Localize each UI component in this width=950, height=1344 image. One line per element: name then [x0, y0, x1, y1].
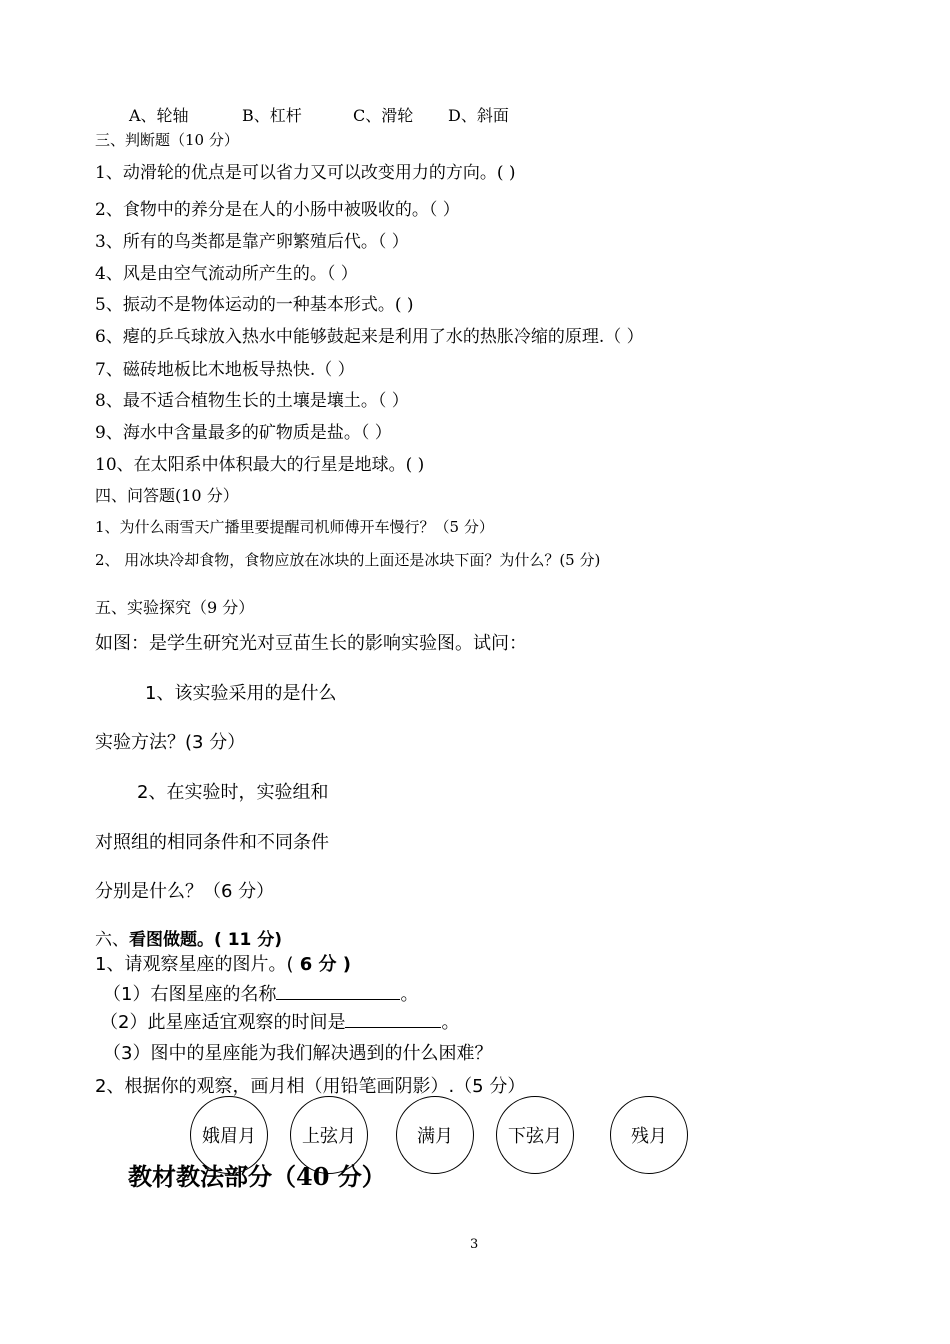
constellation-question-score: 6 分 ) — [293, 954, 352, 975]
experiment-q1-line2: 实验方法？(3 分） — [95, 732, 246, 753]
judge-item-4: 4、风是由空气流动所产生的。（ ） — [95, 264, 358, 284]
judge-item-2: 2、食物中的养分是在人的小肠中被吸收的。（ ） — [95, 200, 460, 220]
page-number: 3 — [470, 1237, 479, 1252]
constellation-sub-b-end: 。 — [441, 1012, 460, 1033]
judge-item-6: 6、瘪的乒乓球放入热水中能够鼓起来是利用了水的热胀冷缩的原理.（ ） — [95, 327, 644, 347]
judge-item-8: 8、最不适合植物生长的土壤是壤土。（ ） — [95, 391, 409, 411]
experiment-q2-line1: 2、在实验时，实验组和 — [137, 782, 329, 803]
section-5-heading: 五、实验探究（9 分） — [95, 598, 255, 617]
moon-circle-last-quarter[interactable] — [496, 1096, 574, 1174]
constellation-name-blank[interactable] — [276, 981, 400, 1000]
part-title: 教材教法部分（40 分） — [128, 1162, 386, 1191]
constellation-sub-a — [103, 980, 418, 1006]
constellation-sub-a-end: 。 — [400, 984, 419, 1005]
section-6-heading-title: 看图做题。( 11 分) — [129, 930, 283, 950]
constellation-sub-b — [100, 1008, 459, 1034]
judge-item-7: 7、磁砖地板比木地板导热快.（ ） — [95, 360, 355, 380]
option-a: A、轮轴 — [129, 106, 189, 125]
moon-label: 上弦月 — [302, 1126, 356, 1147]
experiment-q2-line2: 对照组的相同条件和不同条件 — [95, 832, 329, 853]
qa-question-2: 2、 用冰块冷却食物，食物应放在冰块的上面还是冰块下面？为什么？(5 分) — [95, 551, 601, 569]
moon-label: 残月 — [631, 1126, 667, 1147]
moon-label: 娥眉月 — [202, 1126, 256, 1147]
experiment-q2-line3: 分别是什么？（6 分） — [95, 881, 275, 902]
constellation-sub-b-text: （2）此星座适宜观察的时间是 — [100, 1012, 346, 1033]
constellation-sub-a-text: （1）右图星座的名称 — [103, 984, 277, 1005]
section-6-heading — [95, 925, 282, 950]
moon-phase-question: 2、根据你的观察，画月相（用铅笔画阴影）.（5 分） — [95, 1076, 526, 1097]
judge-item-1: 1、动滑轮的优点是可以省力又可以改变用力的方向。( ) — [95, 163, 516, 183]
moon-circle-waning-crescent[interactable] — [610, 1096, 688, 1174]
section-3-heading: 三、判断题（10 分） — [95, 131, 239, 149]
moon-label: 下弦月 — [508, 1126, 562, 1147]
option-b: B、杠杆 — [242, 106, 302, 125]
option-d: D、斜面 — [448, 106, 509, 125]
constellation-question-text: 1、请观察星座的图片。( — [95, 954, 294, 975]
qa-question-1: 1、为什么雨雪天广播里要提醒司机师傅开车慢行？（5 分） — [95, 518, 494, 536]
moon-circle-full[interactable] — [396, 1096, 474, 1174]
section-4-heading: 四、问答题(10 分） — [95, 486, 239, 505]
option-c: C、滑轮 — [353, 106, 414, 125]
observation-time-blank[interactable] — [345, 1009, 441, 1028]
section-6-heading-prefix: 六、 — [95, 930, 129, 950]
judge-item-9: 9、海水中含量最多的矿物质是盐。（ ） — [95, 423, 392, 443]
judge-item-3: 3、所有的鸟类都是靠产卵繁殖后代。（ ） — [95, 232, 409, 252]
constellation-question — [95, 950, 351, 976]
experiment-q1-line1: 1、该实验采用的是什么 — [145, 683, 337, 704]
judge-item-5: 5、振动不是物体运动的一种基本形式。( ) — [95, 295, 414, 315]
moon-label: 满月 — [417, 1126, 453, 1147]
constellation-sub-c: （3）图中的星座能为我们解决遇到的什么困难？ — [103, 1043, 493, 1064]
judge-item-10: 10、在太阳系中体积最大的行星是地球。( ) — [95, 455, 425, 475]
experiment-intro: 如图：是学生研究光对豆苗生长的影响实验图。试问： — [95, 633, 527, 654]
